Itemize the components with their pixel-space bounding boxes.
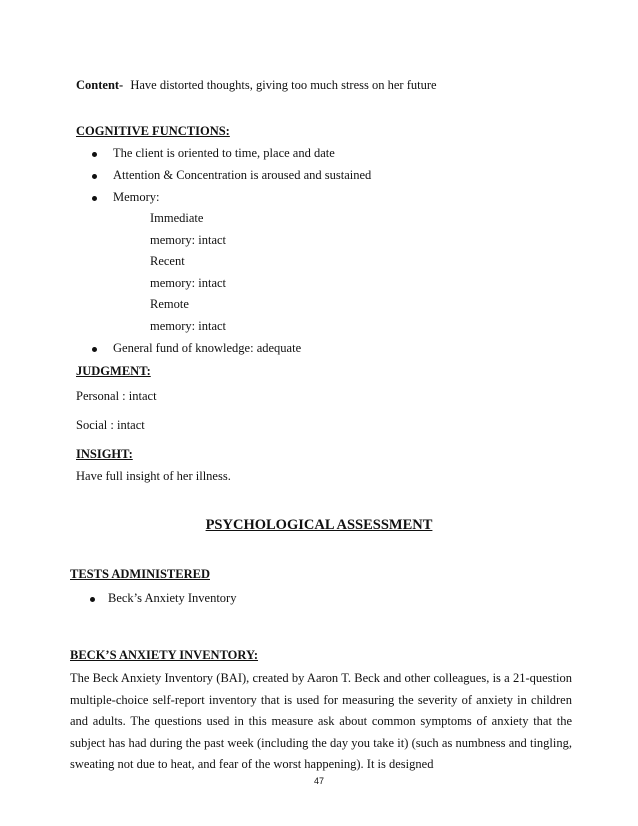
bullet-icon [90, 597, 95, 602]
judgment-heading: JUDGMENT: [76, 364, 151, 378]
memory-line: Recent [150, 254, 185, 268]
cognitive-bullet-knowledge: General fund of knowledge: adequate [113, 341, 302, 355]
memory-line: Remote [150, 297, 189, 311]
content-label: Content- [76, 78, 124, 92]
bai-paragraph: The Beck Anxiety Inventory (BAI), created by Aaron T. Beck and other colleagues, is a 21-question multiple-choice self-report inventory that is used for measuring the severity of anxiety in children and adults. The questions used in this measure ask about common symptoms of anxiety that the subject has had during the past week (including the day you take it) (such as numbness and tingling, sweating not due to heat, and fear of the worst happening). It is designed [70, 671, 572, 772]
judgment-personal: Personal : intact [76, 389, 157, 403]
bullet-icon [92, 196, 97, 201]
cognitive-heading: COGNITIVE FUNCTIONS: [76, 124, 230, 138]
memory-line: memory: intact [150, 233, 227, 247]
insight-text: Have full insight of her illness. [76, 469, 231, 483]
bullet-icon [92, 174, 97, 179]
insight-heading: INSIGHT: [76, 447, 133, 461]
content-text: Have distorted thoughts, giving too much stress on her future [130, 78, 437, 92]
memory-line: memory: intact [150, 276, 227, 290]
page-number: 47 [313, 776, 324, 786]
judgment-social: Social : intact [76, 418, 145, 432]
cognitive-bullet-orientation: The client is oriented to time, place and date [113, 146, 335, 160]
cognitive-bullet-attention: Attention & Concentration is aroused and sustained [113, 168, 372, 182]
tests-heading: TESTS ADMINISTERED [70, 567, 210, 581]
cognitive-bullet-memory: Memory: [113, 190, 160, 204]
bai-heading: BECK’S ANXIETY INVENTORY: [70, 648, 259, 662]
content-line [76, 78, 437, 93]
memory-line: memory: intact [150, 319, 227, 333]
assessment-title: PSYCHOLOGICAL ASSESSMENT [205, 517, 433, 533]
bullet-icon [92, 347, 97, 352]
memory-line: Immediate [150, 211, 204, 225]
tests-item: Beck’s Anxiety Inventory [108, 591, 237, 605]
bullet-icon [92, 152, 97, 157]
